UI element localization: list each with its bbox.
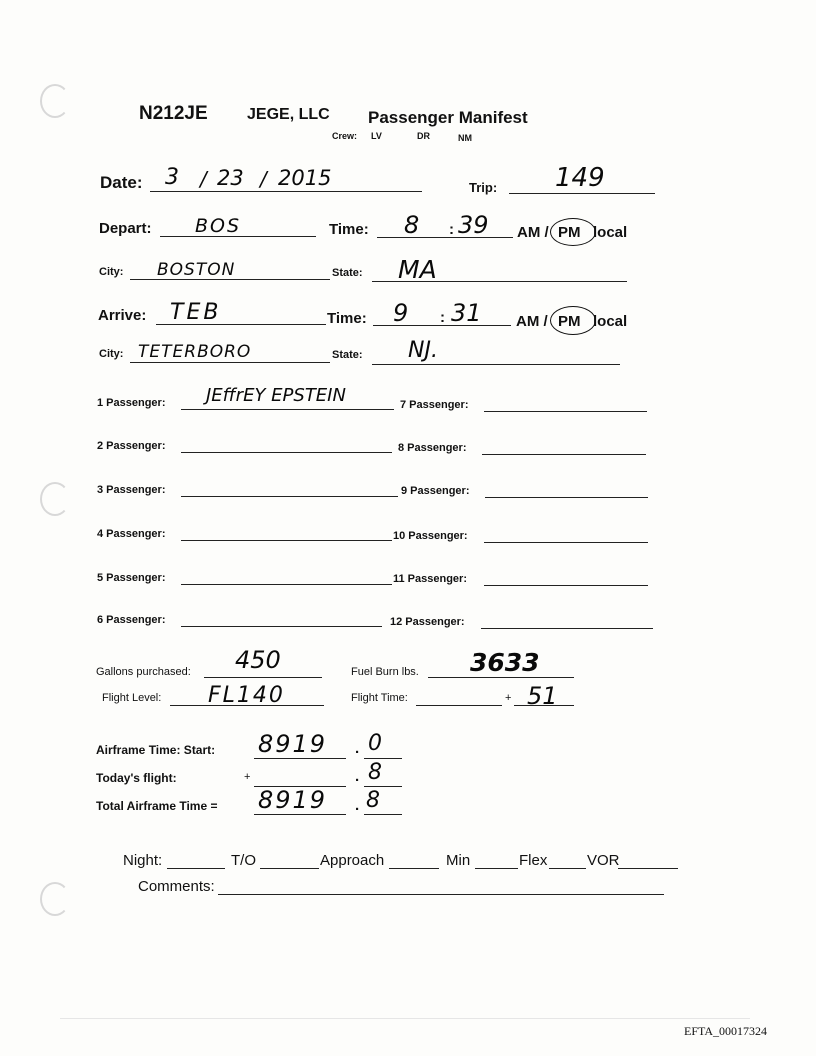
night-label: Night: bbox=[123, 852, 163, 869]
depart-label: Depart: bbox=[99, 220, 152, 237]
passenger-1-name: JEffrEY EPSTEIN bbox=[206, 385, 346, 406]
total-airframe-label: Total Airframe Time = bbox=[96, 799, 218, 813]
pm-circle-icon bbox=[550, 218, 596, 246]
passenger-label: 8 Passenger: bbox=[398, 442, 467, 454]
comments-label: Comments: bbox=[138, 878, 215, 895]
date-day: 23 bbox=[217, 166, 244, 190]
airframe-start-whole: 8919 bbox=[258, 730, 328, 758]
depart-state-label: State: bbox=[332, 267, 363, 279]
todays-flight-label: Today's flight: bbox=[96, 771, 177, 785]
depart-hour: 8 bbox=[404, 211, 420, 239]
crew-member: LV bbox=[371, 131, 382, 141]
date-sep: / bbox=[260, 167, 267, 191]
crew-label: Crew: bbox=[332, 131, 358, 141]
passenger-label: 1 Passenger: bbox=[97, 397, 166, 409]
crew-member: NM bbox=[458, 133, 472, 143]
to-label: T/O bbox=[231, 852, 256, 869]
fuel-burn-value: 3633 bbox=[470, 648, 540, 677]
vor-label: VOR bbox=[587, 852, 620, 869]
arrive-am: AM / bbox=[516, 313, 548, 330]
arrive-hour: 9 bbox=[393, 299, 409, 327]
arrive-airport: TEB bbox=[170, 300, 222, 325]
arrive-city-label: City: bbox=[99, 348, 124, 360]
passenger-label: 6 Passenger: bbox=[97, 614, 166, 626]
time-colon: : bbox=[449, 221, 454, 238]
document-id: EFTA_00017324 bbox=[684, 1024, 768, 1038]
flight-time-value: 51 bbox=[527, 682, 558, 710]
arrive-local: local bbox=[593, 313, 628, 330]
gallons-label: Gallons purchased: bbox=[96, 666, 191, 678]
passenger-label: 10 Passenger: bbox=[393, 530, 468, 542]
passenger-label: 11 Passenger: bbox=[393, 573, 467, 585]
decimal-dot: . bbox=[355, 797, 360, 814]
arrive-city: TETERBORO bbox=[138, 342, 252, 362]
depart-minute: 39 bbox=[458, 211, 489, 239]
flight-time-label: Flight Time: bbox=[351, 692, 408, 704]
date-year: 2015 bbox=[278, 166, 332, 190]
passenger-label: 9 Passenger: bbox=[401, 485, 470, 497]
passenger-label: 7 Passenger: bbox=[400, 399, 469, 411]
flight-level-value: FL140 bbox=[208, 683, 285, 708]
depart-state: MA bbox=[398, 255, 437, 284]
fuel-burn-label: Fuel Burn lbs. bbox=[351, 666, 419, 678]
decimal-dot: . bbox=[355, 768, 360, 785]
min-label: Min bbox=[446, 852, 471, 869]
depart-time-label: Time: bbox=[329, 221, 369, 238]
binder-hole-icon bbox=[40, 482, 70, 516]
flex-label: Flex bbox=[519, 852, 548, 869]
gallons-value: 450 bbox=[235, 646, 281, 674]
depart-city: BOSTON bbox=[157, 260, 236, 280]
arrive-state-label: State: bbox=[332, 349, 363, 361]
depart-pm: PM bbox=[558, 224, 581, 241]
trip-number: 149 bbox=[555, 163, 605, 193]
arrive-state: NJ. bbox=[408, 338, 438, 363]
arrive-time-label: Time: bbox=[327, 310, 367, 327]
time-colon: : bbox=[440, 309, 445, 326]
arrive-pm: PM bbox=[558, 313, 581, 330]
total-airframe-whole: 8919 bbox=[258, 786, 328, 814]
binder-hole-icon bbox=[40, 882, 70, 916]
passenger-label: 4 Passenger: bbox=[97, 528, 166, 540]
flight-time-plus: + bbox=[505, 692, 512, 704]
todays-flight-tenth: 8 bbox=[368, 760, 382, 785]
trip-label: Trip: bbox=[469, 180, 498, 195]
passenger-label: 5 Passenger: bbox=[97, 572, 166, 584]
depart-local: local bbox=[593, 224, 628, 241]
tail-number: N212JE bbox=[139, 103, 208, 124]
form-title: Passenger Manifest bbox=[368, 108, 528, 127]
decimal-dot: . bbox=[355, 740, 360, 757]
date-label: Date: bbox=[100, 173, 143, 192]
airframe-start-tenth: 0 bbox=[368, 731, 382, 756]
passenger-label: 12 Passenger: bbox=[390, 616, 465, 628]
date-sep: / bbox=[200, 167, 207, 191]
date-month: 3 bbox=[165, 165, 179, 190]
airframe-start-label: Airframe Time: Start: bbox=[96, 743, 216, 757]
pm-circle-icon bbox=[550, 306, 596, 335]
todays-flight-plus: + bbox=[244, 771, 251, 783]
depart-am: AM / bbox=[517, 224, 549, 241]
flight-level-label: Flight Level: bbox=[102, 692, 162, 704]
approach-label: Approach bbox=[320, 852, 385, 869]
passenger-label: 2 Passenger: bbox=[97, 440, 166, 452]
passenger-label: 3 Passenger: bbox=[97, 484, 166, 496]
total-airframe-tenth: 8 bbox=[366, 788, 380, 813]
depart-city-label: City: bbox=[99, 266, 124, 278]
crew-member: DR bbox=[417, 131, 430, 141]
arrive-label: Arrive: bbox=[98, 307, 147, 324]
depart-airport: BOS bbox=[195, 215, 242, 237]
company-name: JEGE, LLC bbox=[247, 106, 330, 123]
binder-hole-icon bbox=[40, 84, 70, 118]
arrive-minute: 31 bbox=[451, 299, 482, 327]
